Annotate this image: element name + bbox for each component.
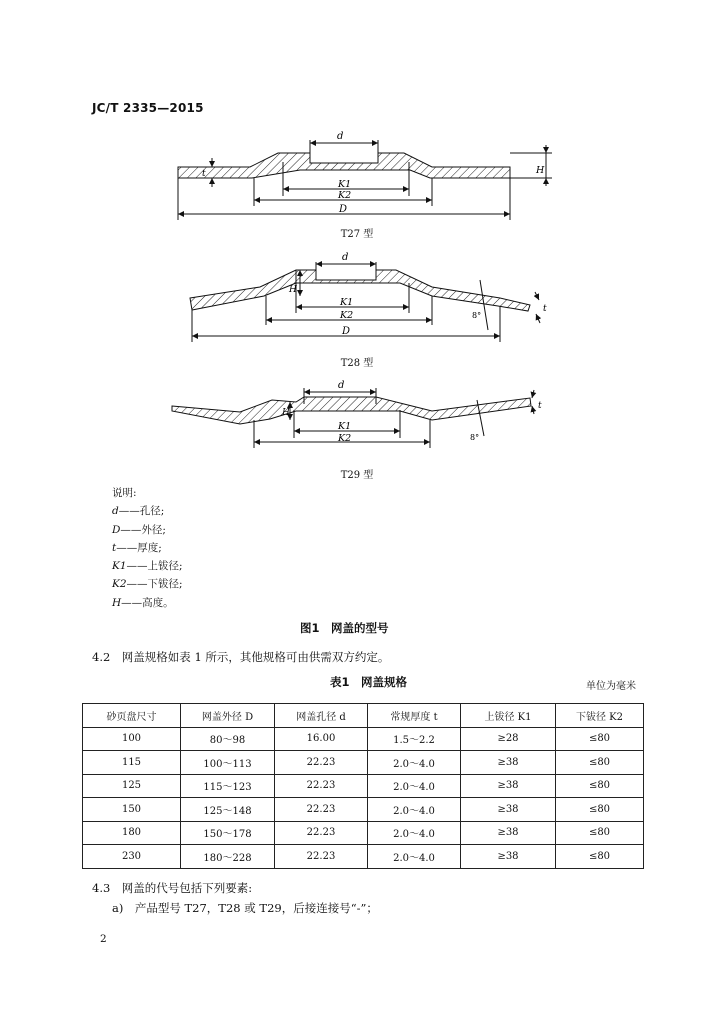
t27-label-d: d (337, 131, 344, 142)
table-header-row (83, 704, 644, 728)
t27-label-D: D (339, 204, 348, 215)
table-cell: 22.23 (275, 821, 368, 845)
t28-label-t: t (543, 304, 547, 314)
table-cell: 22.23 (275, 845, 368, 869)
table-header-cell: 上钹径 K1 (461, 704, 556, 728)
table-header-cell: 下钹径 K2 (556, 704, 644, 728)
table-cell: 125 (83, 774, 181, 798)
table-cell: 115～123 (181, 774, 275, 798)
legend-item: D——外径; (112, 523, 166, 536)
table-cell: 100～113 (181, 751, 275, 775)
table-cell: 22.23 (275, 774, 368, 798)
paragraph-4-2: 4.2 网盖规格如表 1 所示，其他规格可由供需双方约定。 (92, 650, 390, 664)
figure-caption: 图1 网盖的型号 (300, 621, 389, 635)
table-unit: 单位为毫米 (586, 681, 636, 692)
table-cell: 180～228 (181, 845, 275, 869)
t29-label-k1: K1 (338, 421, 352, 432)
table-row (83, 751, 644, 775)
table-cell: 2.0～4.0 (368, 774, 461, 798)
table-cell: ≤80 (556, 727, 644, 751)
table-cell: ≥38 (461, 821, 556, 845)
table-cell: ≥38 (461, 774, 556, 798)
table-cell: ≥38 (461, 798, 556, 822)
table-cell: ≤80 (556, 774, 644, 798)
table-cell: 2.0～4.0 (368, 798, 461, 822)
table-cell: ≤80 (556, 798, 644, 822)
t27-label-t: t (202, 169, 206, 179)
table-cell: ≤80 (556, 751, 644, 775)
table-cell: 1.5～2.2 (368, 727, 461, 751)
table-cell: 2.0～4.0 (368, 751, 461, 775)
t29-label-angle: 8° (470, 433, 480, 442)
table-cell: 115 (83, 751, 181, 775)
table-cell: 125～148 (181, 798, 275, 822)
spec-table (82, 703, 644, 869)
table-cell: 2.0～4.0 (368, 845, 461, 869)
t29-label-H: H (282, 408, 290, 418)
table-cell: 230 (83, 845, 181, 869)
table-row (83, 727, 644, 751)
table-cell: 22.23 (275, 798, 368, 822)
standard-number: JC/T 2335—2015 (92, 101, 204, 115)
t28-label-k2: K2 (340, 310, 354, 321)
t28-label-H: H (289, 285, 297, 295)
figure-1-drawings (0, 0, 724, 480)
t29-caption: T29 型 (340, 470, 374, 481)
t29-label-d: d (338, 380, 345, 391)
table-row (83, 821, 644, 845)
table-cell: ≤80 (556, 845, 644, 869)
table-cell: 2.0～4.0 (368, 821, 461, 845)
t28-drawing (190, 262, 540, 342)
t28-caption: T28 型 (340, 358, 374, 369)
t27-caption: T27 型 (340, 229, 374, 240)
table-header-cell: 常规厚度 t (368, 704, 461, 728)
t29-label-t: t (538, 401, 542, 411)
table-cell: ≥38 (461, 845, 556, 869)
table-cell: ≥28 (461, 727, 556, 751)
table-cell: 150 (83, 798, 181, 822)
t29-drawing (172, 388, 534, 448)
table-header-cell: 砂页盘尺寸 (83, 704, 181, 728)
page-number: 2 (100, 933, 107, 945)
t27-label-k1: K1 (338, 179, 352, 190)
t27-drawing (178, 140, 552, 220)
legend-item: t——厚度; (112, 541, 162, 554)
legend-item: K2——下钹径; (112, 578, 183, 591)
legend-item: H——高度。 (112, 596, 174, 609)
t27-label-H: H (536, 165, 545, 176)
table-row (83, 845, 644, 869)
t27-label-k2: K2 (338, 190, 352, 201)
table-row (83, 774, 644, 798)
t28-label-angle: 8° (472, 311, 482, 320)
paragraph-4-3: 4.3 网盖的代号包括下列要素: (92, 881, 253, 895)
t28-label-k1: K1 (340, 297, 354, 308)
table-cell: ≤80 (556, 821, 644, 845)
table-cell: 22.23 (275, 751, 368, 775)
t28-label-d: d (342, 252, 349, 263)
table-header-cell: 网盖外径 D (181, 704, 275, 728)
table-cell: 150～178 (181, 821, 275, 845)
table-cell: ≥38 (461, 751, 556, 775)
table-cell: 180 (83, 821, 181, 845)
table-cell: 16.00 (275, 727, 368, 751)
table-cell: 100 (83, 727, 181, 751)
table-header-cell: 网盖孔径 d (275, 704, 368, 728)
t28-label-D: D (342, 326, 351, 337)
figure-legend (112, 484, 183, 612)
legend-item: d——孔径; (112, 505, 165, 518)
table-row (83, 798, 644, 822)
legend-title: 说明: (112, 487, 137, 499)
list-item-a: a) 产品型号 T27，T28 或 T29，后接连接号“-”； (112, 901, 378, 915)
legend-item: K1——上钹径; (112, 560, 183, 573)
table-cell: 80～98 (181, 727, 275, 751)
table-caption: 表1 网盖规格 (330, 675, 408, 689)
t29-label-k2: K2 (338, 433, 352, 444)
